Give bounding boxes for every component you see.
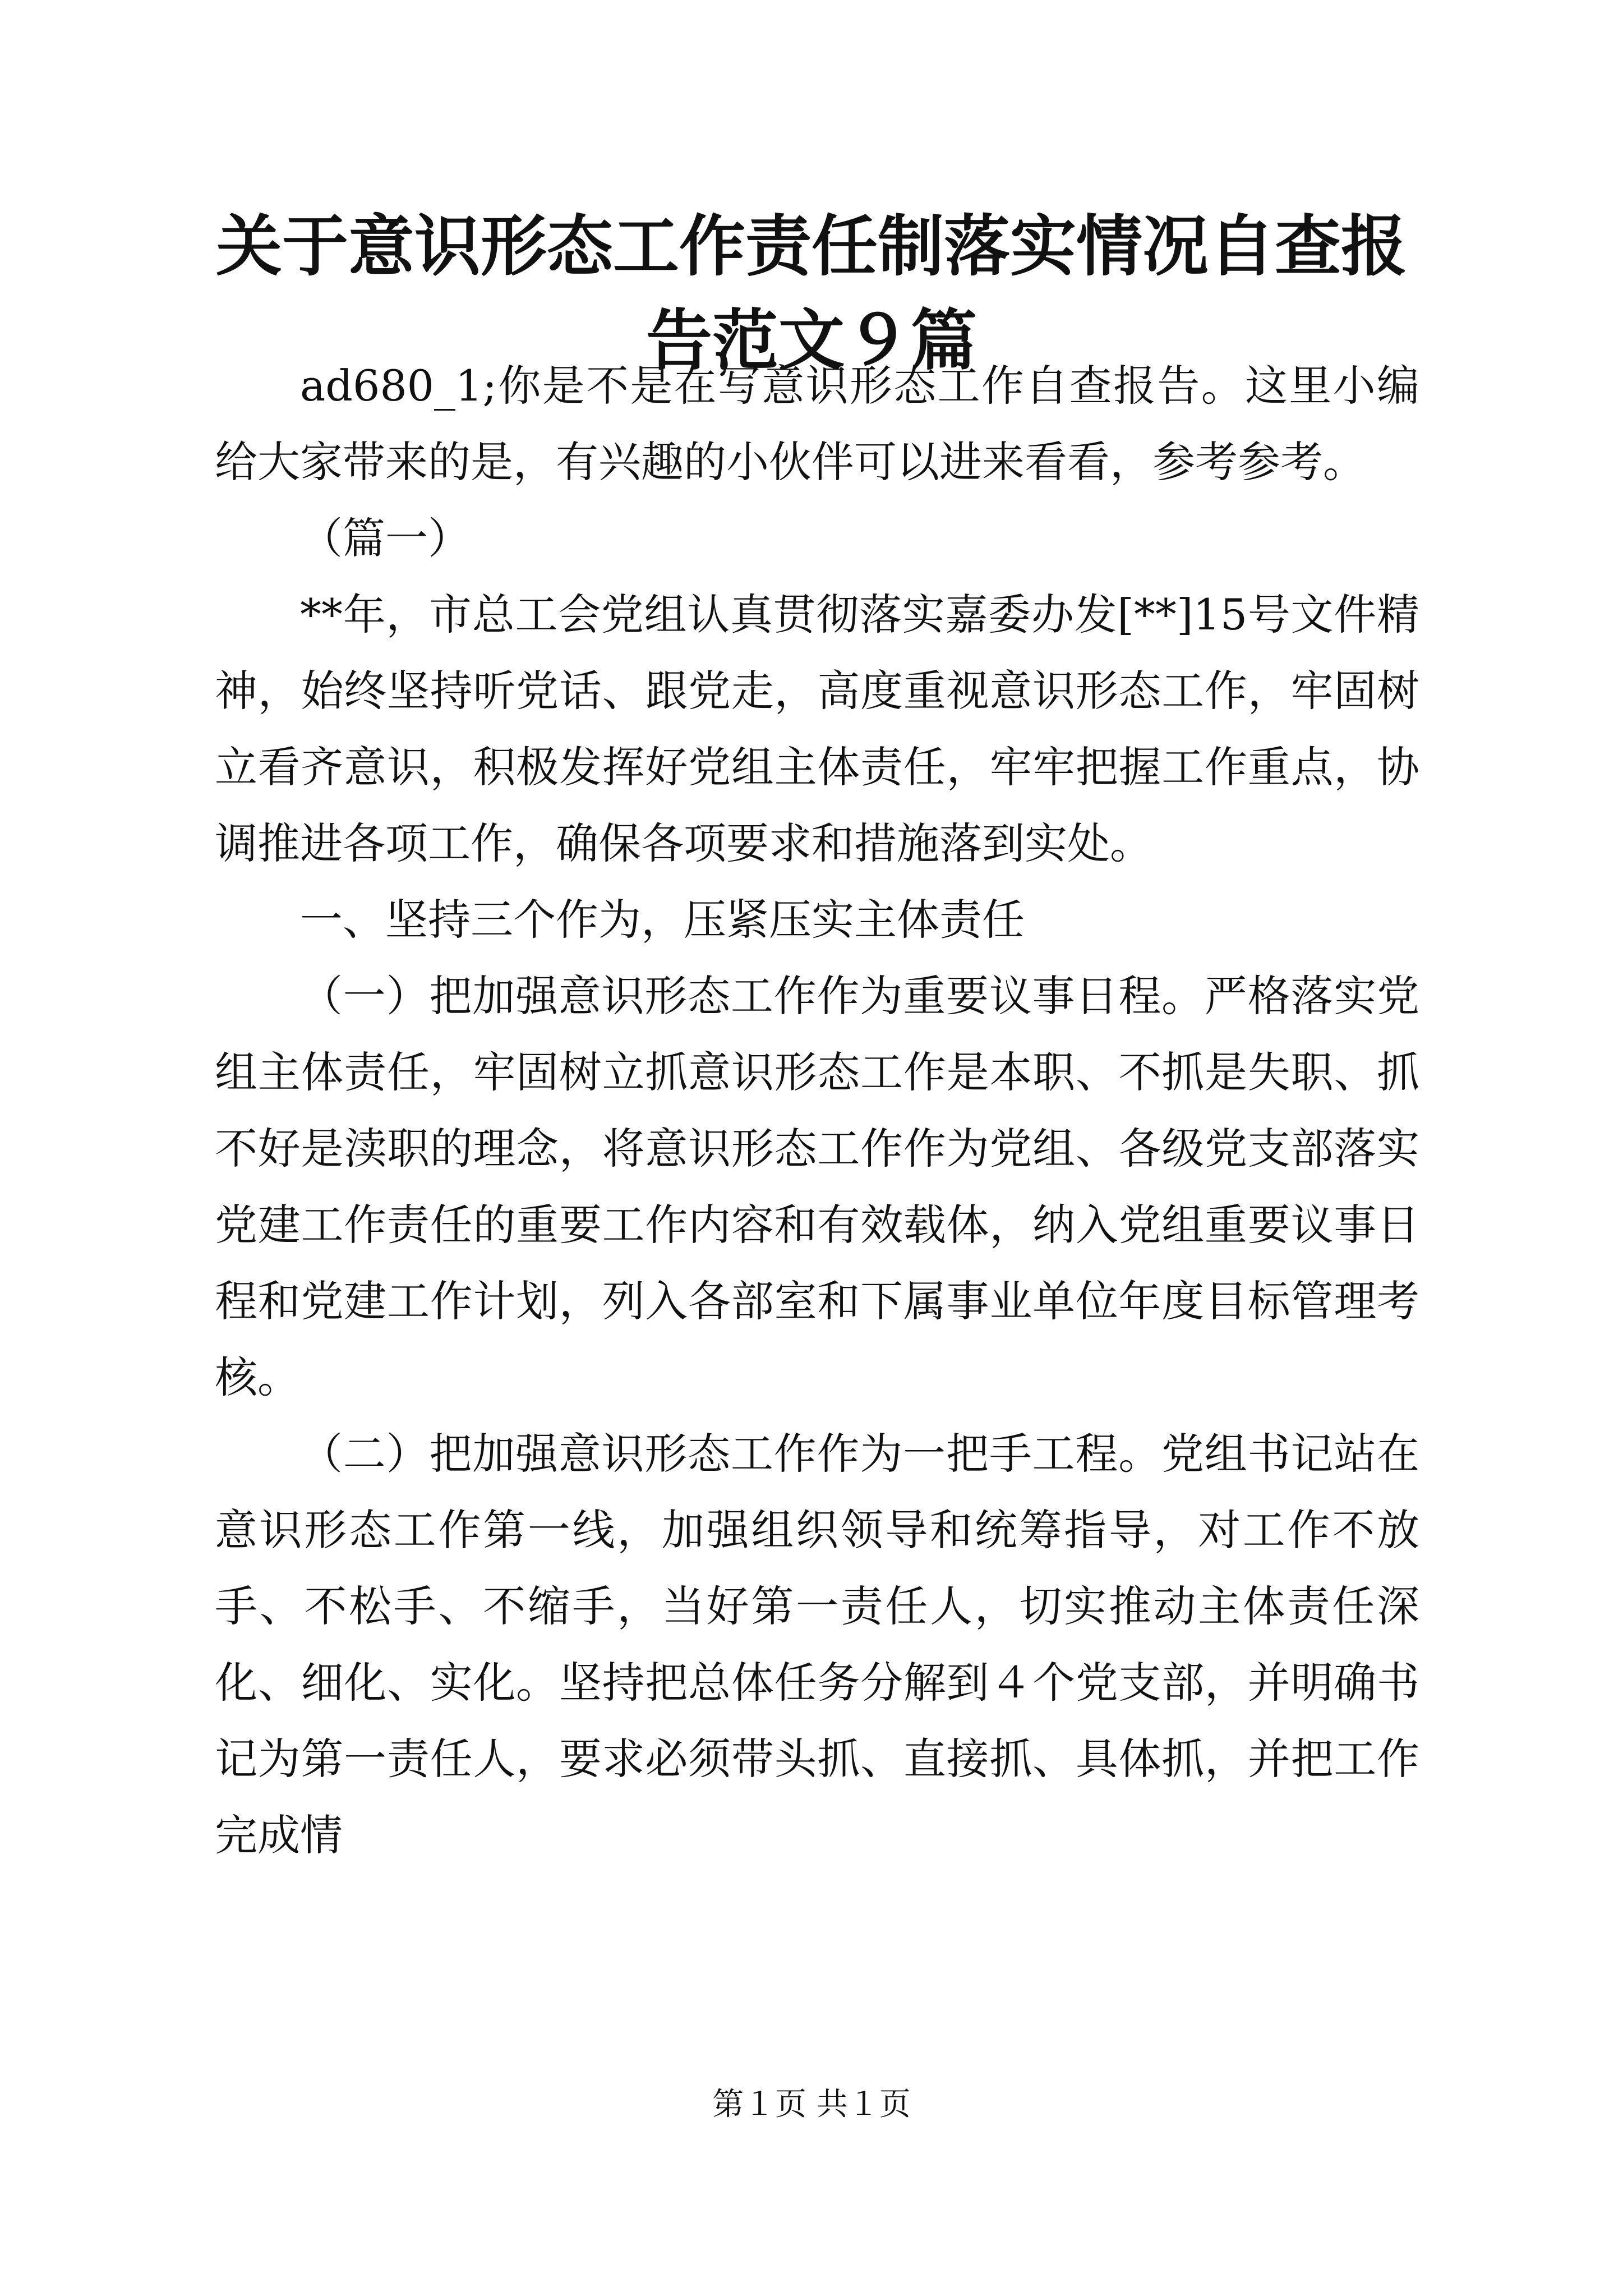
document-body [215,348,1419,1874]
document-title: 关于意识形态工作责任制落实情况自查报告范文９篇 [215,207,1407,379]
body-paragraph: （二）把加强意识形态工作作为一把手工程。党组书记站在意识形态工作第一线，加强组织领导和统筹指导，对工作不放手、不松手、不缩手，当好第一责任人，切实推动主体责任深化、细化、实化。坚持把总体任务分解到４个党支部，并明确书记为第一责任人，要求必须带头抓、直接抓、具体抓，并把工作完成情 [215,1429,1419,1860]
page-footer: 第１页 共１页 [712,2086,911,2123]
intro-paragraph: ad680_1;你是不是在写意识形态工作自查报告。这里小编给大家带来的是，有兴趣的小伙伴可以进来看看，参考参考。 [215,361,1419,487]
body-paragraph: （一）把加强意识形态工作作为重要议事日程。严格落实党组主体责任，牢固树立抓意识形态工作是本职、不抓是失职、抓不好是渎职的理念，将意识形态工作作为党组、各级党支部落实党建工作责任的重要工作内容和有效载体，纳入党组重要议事日程和党建工作计划，列入各部室和下属事业单位年度目标管理考核。 [215,971,1419,1402]
body-paragraph: **年，市总工会党组认真贯彻落实嘉委办发[**]15号文件精神，始终坚持听党话、跟党走，高度重视意识形态工作，牢固树立看齐意识，积极发挥好党组主体责任，牢牢把握工作重点，协调推进各项工作，确保各项要求和措施落到实处。 [215,590,1419,868]
section-heading: 一、坚持三个作为，压紧压实主体责任 [300,895,1025,945]
section-label: （篇一） [300,513,471,563]
